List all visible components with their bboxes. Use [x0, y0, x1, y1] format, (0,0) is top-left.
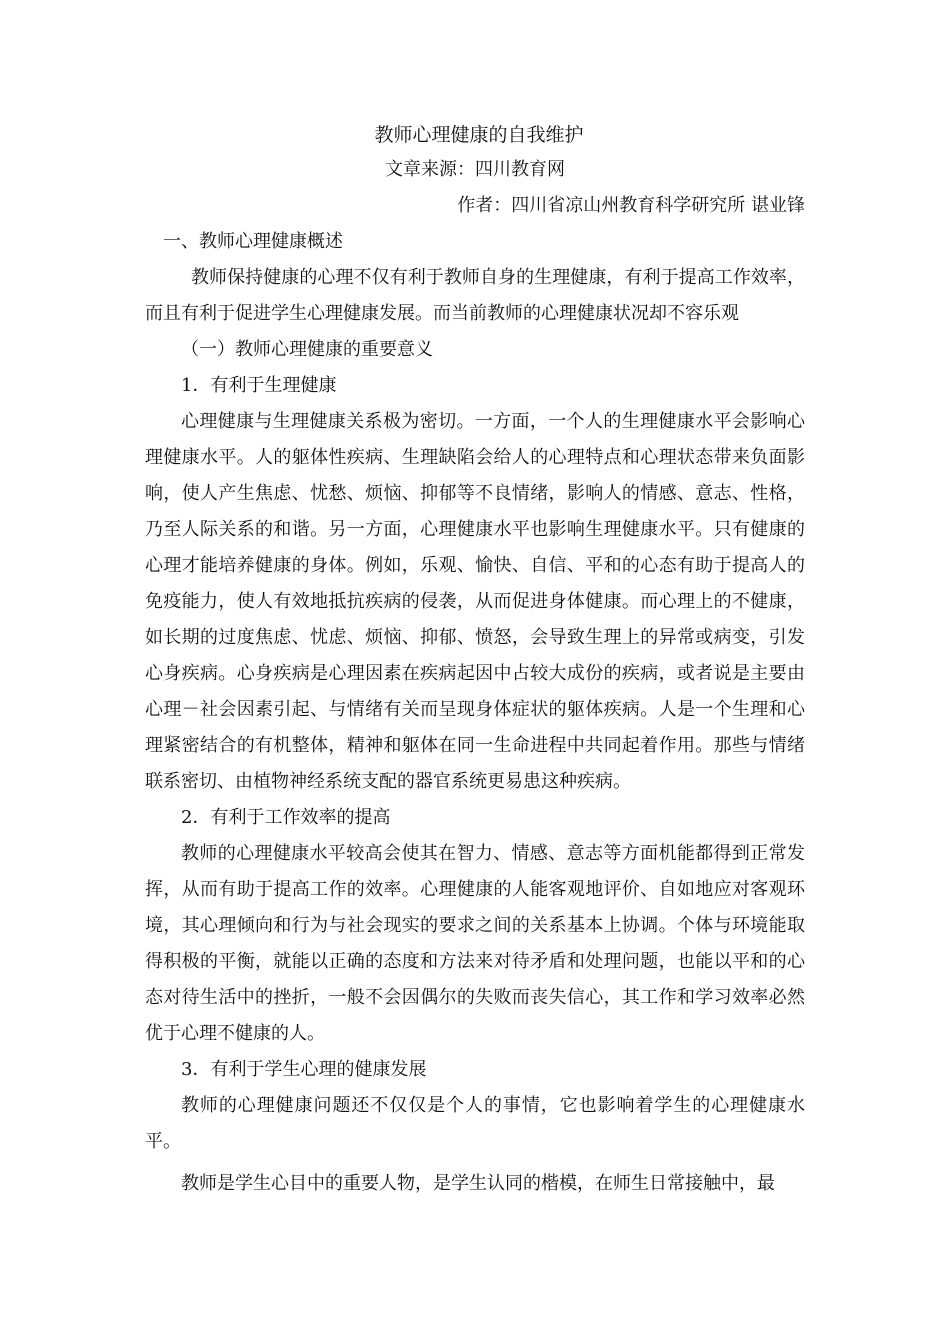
document-page	[145, 118, 805, 1202]
paragraph-work-efficiency: 教师的心理健康水平较高会使其在智力、情感、意志等方面机能都得到正常发挥，从而有助于提高工作的效率。心理健康的人能客观地评价、自如地应对客观环境，其心理倾向和行为与社会现实的要求之间的关系基本上协调。个体与环境能取得积极的平衡，就能以正确的态度和方法来对待矛盾和处理问题，也能以平和的心态对待生活中的挫折，一般不会因偶尔的失败而丧失信心，其工作和学习效率必然优于心理不健康的人。	[145, 843, 805, 1044]
point-heading-physical-health: 1．有利于生理健康	[181, 375, 337, 396]
article-source: 文章来源：四川教育网	[385, 159, 565, 180]
article-author: 作者：四川省凉山州教育科学研究所 谌业锋	[457, 195, 805, 216]
intro-paragraph: 教师保持健康的心理不仅有利于教师自身的生理健康，有利于提高工作效率，而且有利于促进学生心理健康发展。而当前教师的心理健康状况却不容乐观	[145, 267, 805, 324]
point-heading-student-development: 3．有利于学生心理的健康发展	[181, 1059, 427, 1080]
paragraph-student-development-2: 教师是学生心目中的重要人物，是学生认同的楷模，在师生日常接触中，最	[181, 1173, 775, 1194]
point-heading-work-efficiency: 2．有利于工作效率的提高	[181, 807, 391, 828]
section-heading-overview: 一、教师心理健康概述	[163, 231, 343, 252]
document-title: 教师心理健康的自我维护	[374, 124, 584, 146]
subsection-heading-importance: （一）教师心理健康的重要意义	[181, 339, 433, 360]
paragraph-physical-health: 心理健康与生理健康关系极为密切。一方面，一个人的生理健康水平会影响心理健康水平。人的躯体性疾病、生理缺陷会给人的心理特点和心理状态带来负面影响，使人产生焦虑、忧愁、烦恼、抑郁等不良情绪，影响人的情感、意志、性格，乃至人际关系的和谐。另一方面，心理健康水平也影响生理健康水平。只有健康的心理才能培养健康的身体。例如，乐观、愉快、自信、平和的心态有助于提高人的免疫能力，使人有效地抵抗疾病的侵袭，从而促进身体健康。而心理上的不健康，如长期的过度焦虑、忧虑、烦恼、抑郁、愤怒，会导致生理上的异常或病变，引发心身疾病。心身疾病是心理因素在疾病起因中占较大成份的疾病，或者说是主要由心理－社会因素引起、与情绪有关而呈现身体症状的躯体疾病。人是一个生理和心理紧密结合的有机整体，精神和躯体在同一生命进程中共同起着作用。那些与情绪联系密切、由植物神经系统支配的器官系统更易患这种疾病。	[145, 411, 805, 792]
paragraph-student-development-1: 教师的心理健康问题还不仅仅是个人的事情，它也影响着学生的心理健康水平。	[145, 1095, 805, 1152]
